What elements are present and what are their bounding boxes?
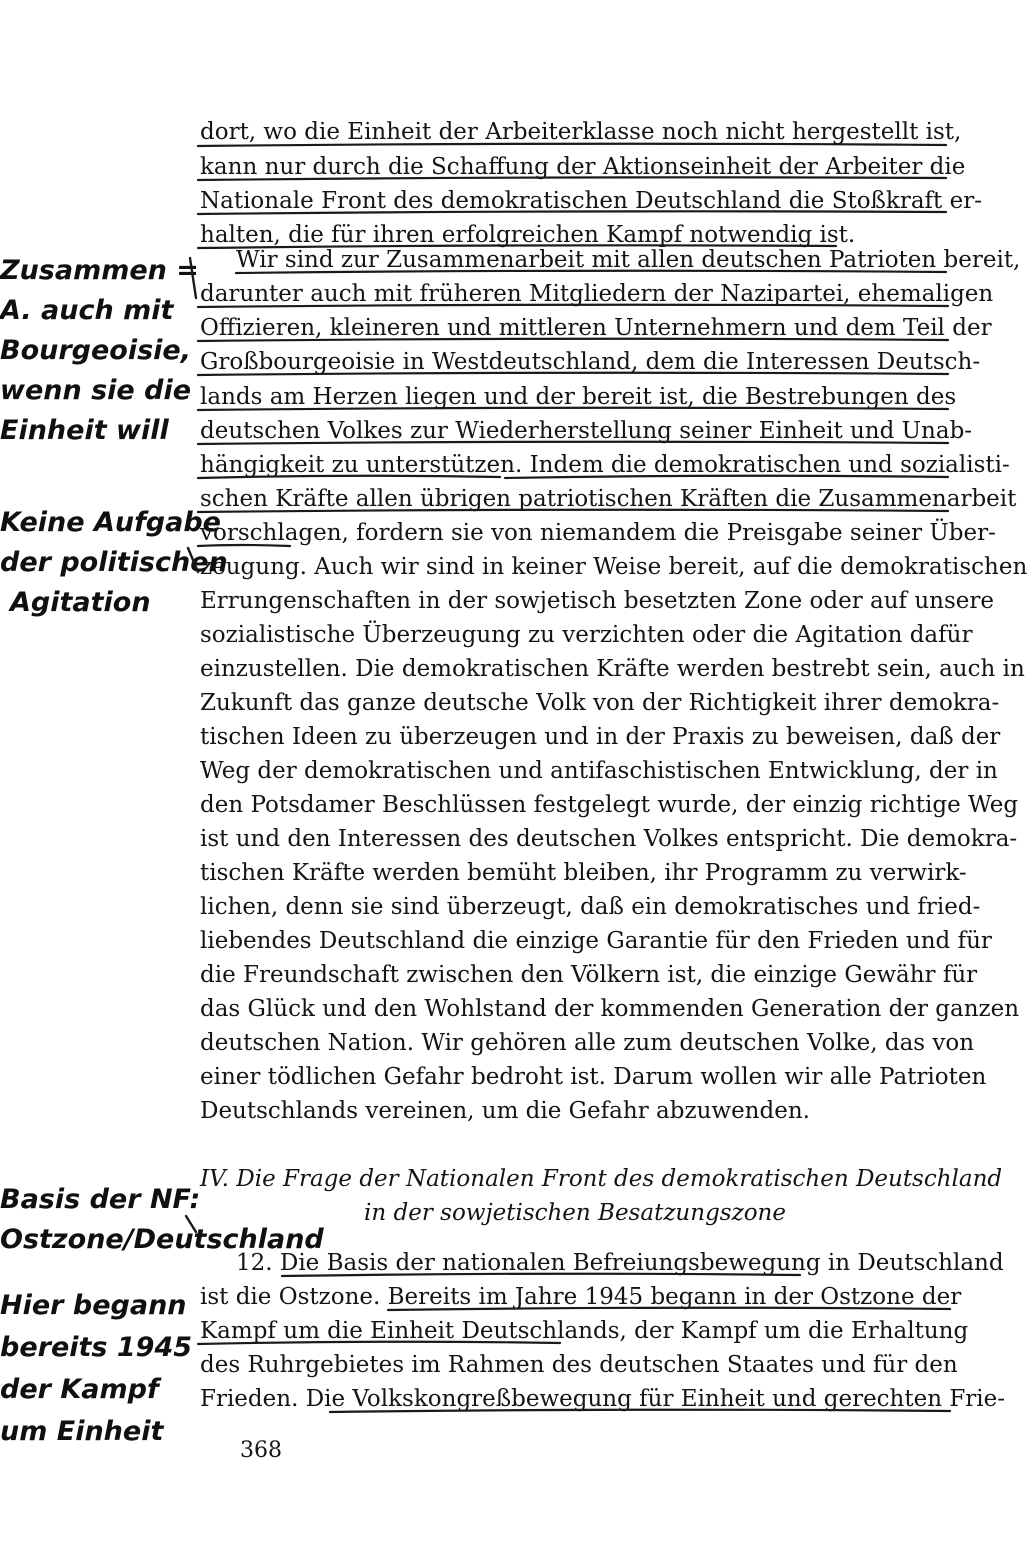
body-line: darunter auch mit früheren Mitgliedern der Nazipartei, ehemaligen xyxy=(200,281,994,307)
body-line: Offizieren, kleineren und mittleren Unternehmern und dem Teil der xyxy=(200,315,992,341)
body-line: halten, die für ihren erfolgreichen Kampf notwendig ist. xyxy=(200,222,856,248)
annotation-line: Bourgeoisie, xyxy=(0,335,192,366)
body-line: tischen Kräfte werden bemüht bleiben, ihr Programm zu verwirk- xyxy=(200,860,967,886)
annotation-line: Ostzone/Deutschland xyxy=(0,1224,324,1255)
annotation-line: Keine Aufgabe xyxy=(0,507,221,538)
body-line: schen Kräfte allen übrigen patriotischen Kräften die Zusammenarbeit xyxy=(200,486,1017,512)
body-line: das Glück und den Wohlstand der kommenden Generation der ganzen xyxy=(200,996,1020,1022)
body-line: tischen Ideen zu überzeugen und in der Praxis zu beweisen, daß der xyxy=(200,724,1001,750)
page-number: 368 xyxy=(240,1438,282,1463)
body-line: Weg der demokratischen und antifaschistischen Entwicklung, der in xyxy=(200,758,998,784)
body-line: dort, wo die Einheit der Arbeiterklasse noch nicht hergestellt ist, xyxy=(200,119,962,145)
body-line: hängigkeit zu unterstützen. Indem die demokratischen und sozialisti- xyxy=(200,452,1010,478)
body-line: Errungenschaften in der sowjetisch besetzten Zone oder auf unsere xyxy=(200,588,994,614)
annotation-line: der politischen xyxy=(0,547,228,578)
section-line: des Ruhrgebietes im Rahmen des deutschen Staates und für den xyxy=(200,1352,958,1378)
annotation-line: Hier begann xyxy=(0,1290,187,1321)
body-line: ist und den Interessen des deutschen Volkes entspricht. Die demokra- xyxy=(200,826,1018,852)
annotation-line: Agitation xyxy=(10,587,151,618)
body-line: Zukunft das ganze deutsche Volk von der Richtigkeit ihrer demokra- xyxy=(200,690,1000,716)
section-line: ist die Ostzone. Bereits im Jahre 1945 begann in der Ostzone der xyxy=(200,1284,962,1310)
annotation-line: Zusammen = xyxy=(0,255,199,286)
body-line: sozialistische Überzeugung zu verzichten oder die Agitation dafür xyxy=(200,622,973,648)
body-line: vorschlagen, fordern sie von niemandem die Preisgabe seiner Über- xyxy=(200,520,996,546)
body-line: die Freundschaft zwischen den Völkern ist, die einzige Gewähr für xyxy=(200,962,978,988)
body-line: deutschen Volkes zur Wiederherstellung seiner Einheit und Unab- xyxy=(200,418,973,444)
body-line: einer tödlichen Gefahr bedroht ist. Darum wollen wir alle Patrioten xyxy=(200,1064,987,1090)
body-line: liebendes Deutschland die einzige Garantie für den Frieden und für xyxy=(200,928,992,954)
section-line: 12. Die Basis der nationalen Befreiungsbewegung in Deutschland xyxy=(236,1250,1004,1276)
body-line: Wir sind zur Zusammenarbeit mit allen deutschen Patrioten bereit, xyxy=(236,247,1021,273)
body-line: Deutschlands vereinen, um die Gefahr abzuwenden. xyxy=(200,1098,810,1124)
heading-line: in der sowjetischen Besatzungszone xyxy=(364,1200,786,1226)
body-line: Nationale Front des demokratischen Deutschland die Stoßkraft er- xyxy=(200,188,982,214)
heading-line: IV. Die Frage der Nationalen Front des demokratischen Deutschland xyxy=(200,1166,1003,1192)
annotation-line: bereits 1945 xyxy=(0,1332,193,1363)
body-line: Großbourgeoisie in Westdeutschland, dem die Interessen Deutsch- xyxy=(200,349,981,375)
annotation-line: um Einheit xyxy=(0,1416,164,1447)
annotation-line: wenn sie die xyxy=(0,375,192,406)
body-line: lands am Herzen liegen und der bereit ist, die Bestrebungen des xyxy=(200,384,957,410)
section-line: Kampf um die Einheit Deutschlands, der Kampf um die Erhaltung xyxy=(200,1318,969,1344)
annotation-line: der Kampf xyxy=(0,1374,159,1405)
annotation-line: Basis der NF: xyxy=(0,1184,201,1215)
body-line: deutschen Nation. Wir gehören alle zum deutschen Volke, das von xyxy=(200,1030,975,1056)
annotation-line: Einheit will xyxy=(0,415,169,446)
body-line: kann nur durch die Schaffung der Aktionseinheit der Arbeiter die xyxy=(200,154,966,180)
section-line: Frieden. Die Volkskongreßbewegung für Einheit und gerechten Frie- xyxy=(200,1386,1006,1412)
body-line: den Potsdamer Beschlüssen festgelegt wurde, der einzig richtige Weg xyxy=(200,792,1019,818)
body-line: lichen, denn sie sind überzeugt, daß ein demokratisches und fried- xyxy=(200,894,981,920)
annotation-line: A. auch mit xyxy=(0,295,174,326)
body-line: zeugung. Auch wir sind in keiner Weise bereit, auf die demokratischen xyxy=(200,554,1027,580)
body-line: einzustellen. Die demokratischen Kräfte werden bestrebt sein, auch in xyxy=(200,656,1025,682)
